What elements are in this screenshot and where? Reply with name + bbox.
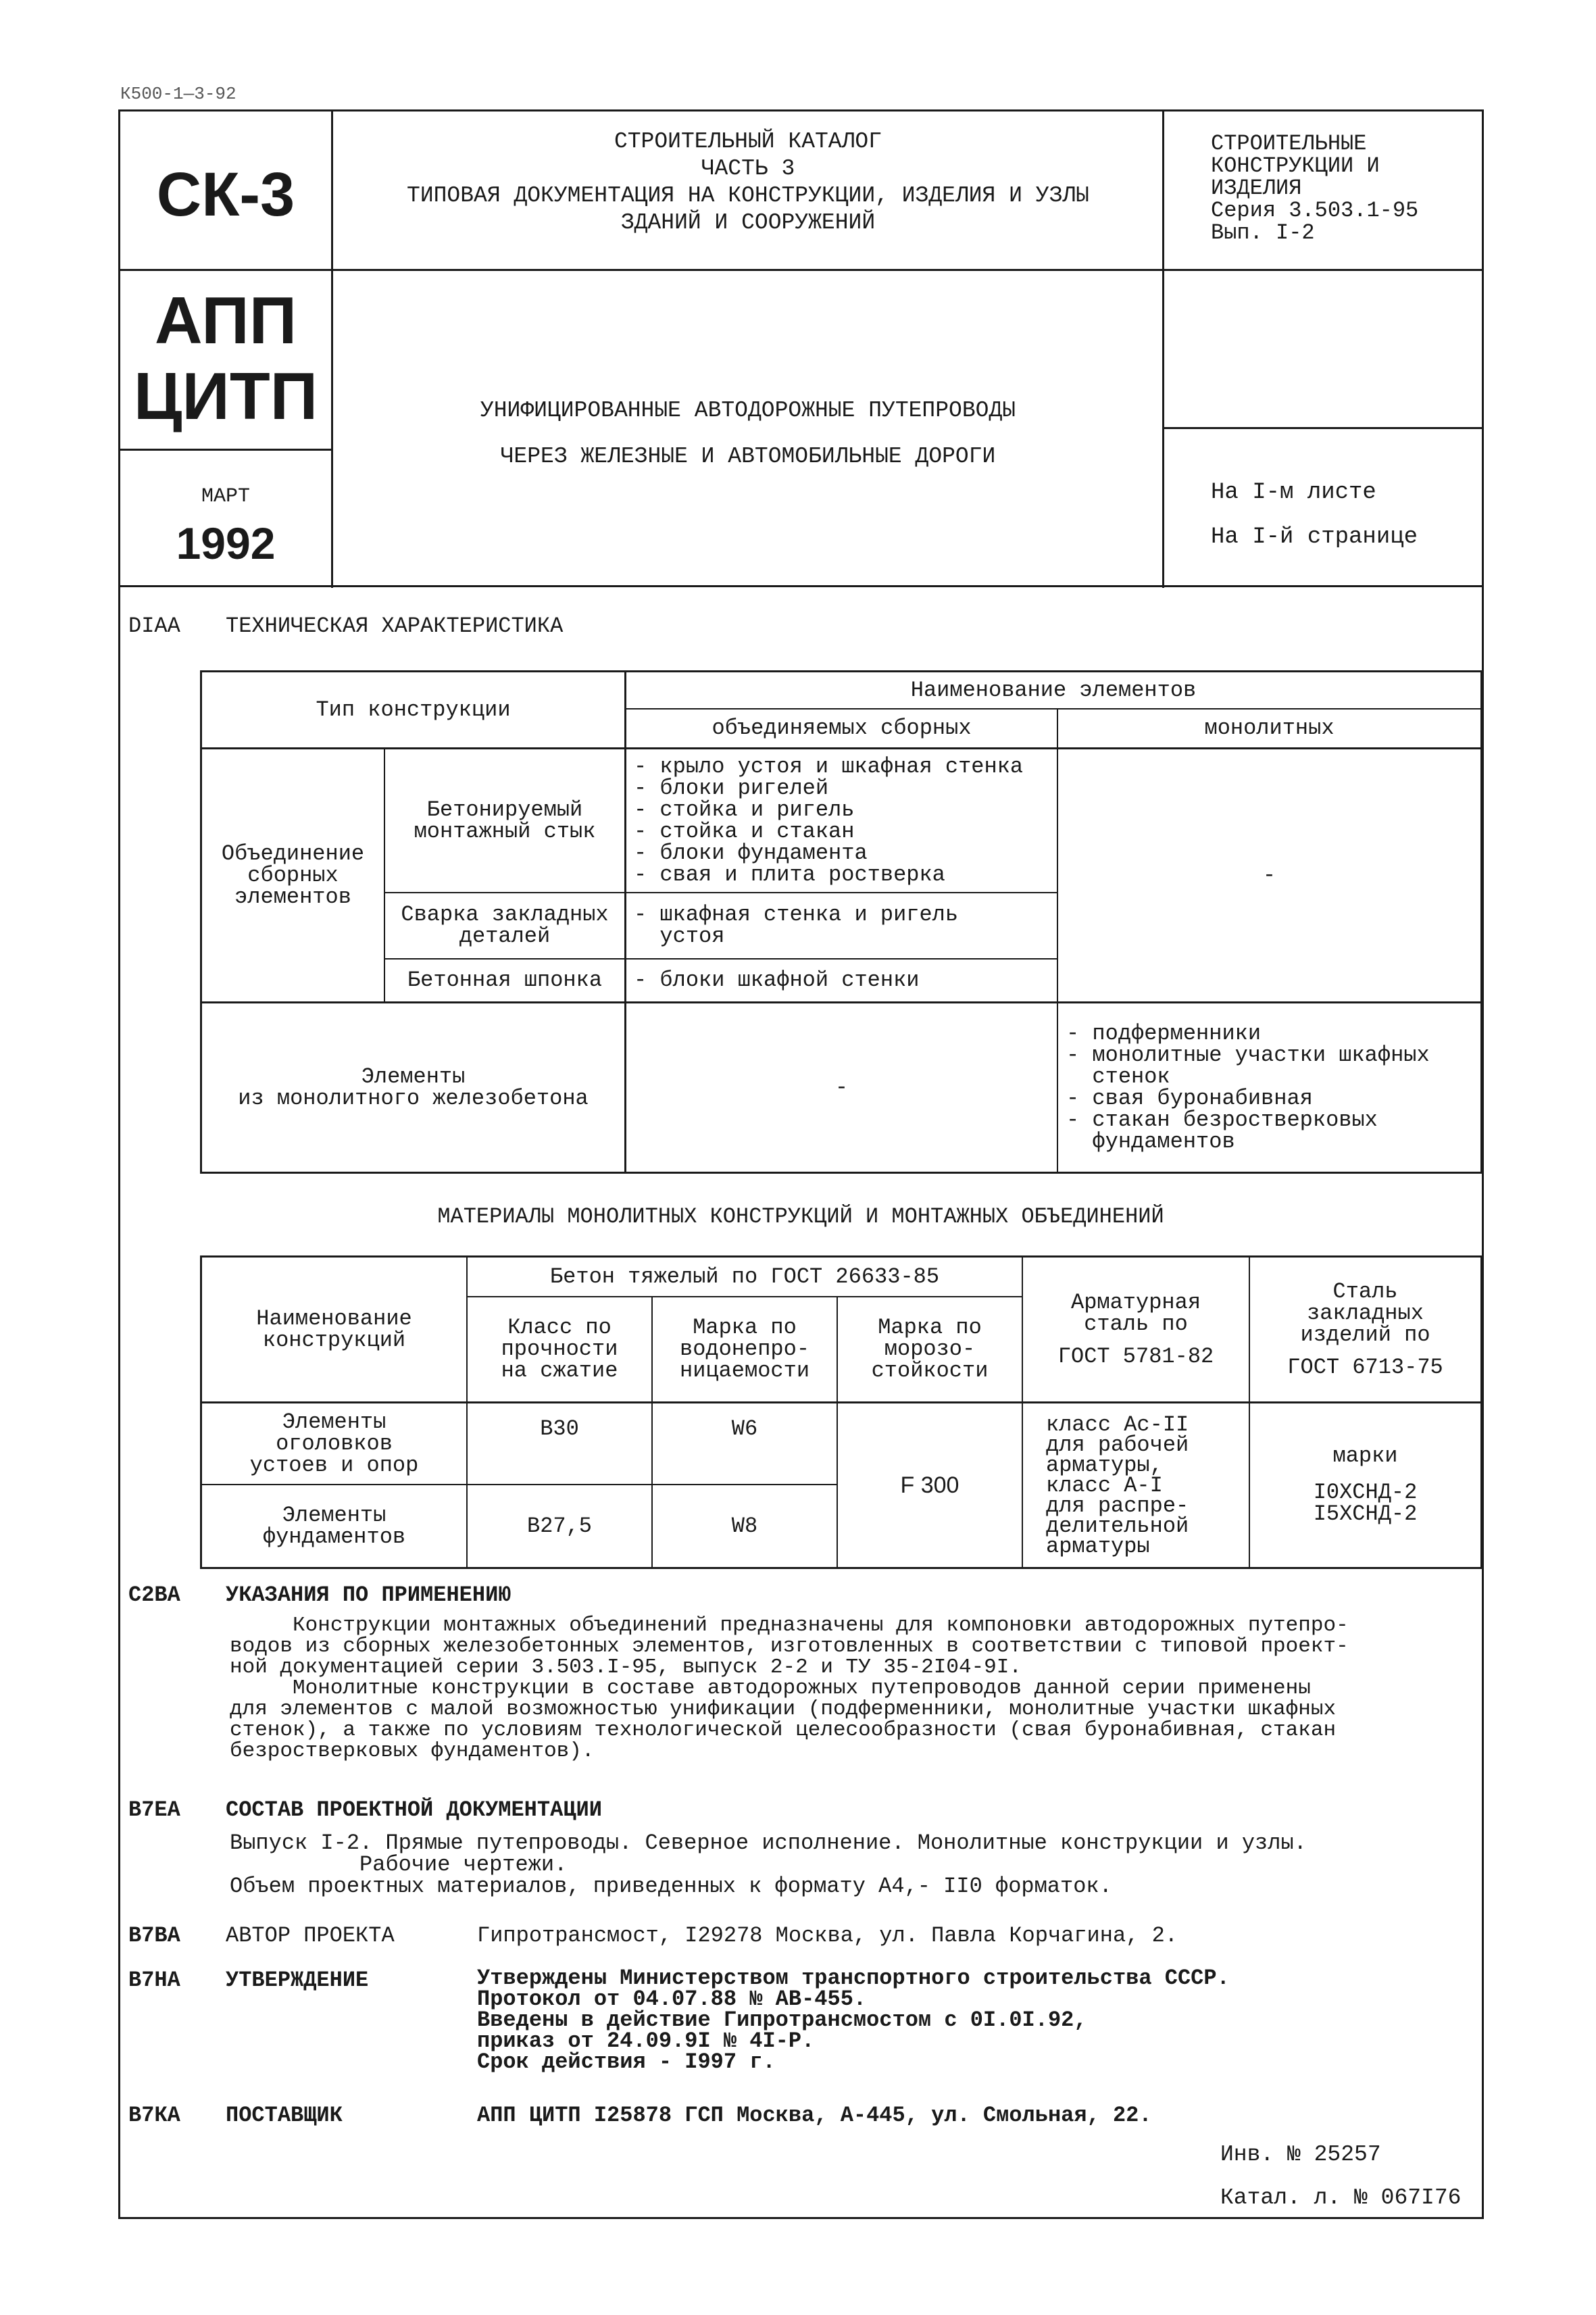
row-name-line: Элементы (282, 1409, 386, 1435)
row-name-line: деталей (459, 924, 551, 949)
group2-mono-items (1066, 1005, 1480, 1170)
dash: - (1262, 862, 1276, 888)
mat-row1-water (653, 1403, 837, 1484)
row-name-line: устоев и опор (249, 1452, 419, 1478)
series-line: ИЗДЕЛИЯ (1211, 176, 1302, 201)
frame-left (118, 585, 120, 2219)
col-header-type-text: Тип конструкции (316, 697, 511, 722)
sheet-line: На I-м листе (1211, 480, 1376, 505)
mat-col-frost (838, 1297, 1022, 1401)
header-line: Бетон тяжелый по ГОСТ 26633-85 (549, 1264, 940, 1289)
materials-title: МАТЕРИАЛЫ МОНОЛИТНЫХ КОНСТРУКЦИЙ И МОНТАЖНЫХ ОБЪЕДИНЕНИЙ (437, 1204, 1164, 1229)
product-title-line: УНИФИЦИРОВАННЫЕ АВТОДОРОЖНЫЕ ПУТЕПРОВОДЫ (480, 398, 1016, 423)
mat-col-concrete (468, 1258, 1022, 1296)
list-item: - стойка и ригель (634, 797, 855, 822)
mat-col-steel (1250, 1258, 1480, 1401)
group-prefab-joint (202, 749, 384, 1001)
value-line: для рабочей (1046, 1433, 1189, 1458)
mat-row1-name (202, 1403, 466, 1484)
row-welding (385, 893, 624, 958)
value-line: I5ХСНД-2 (1313, 1501, 1418, 1526)
row-name-line: Сварка закладных (401, 902, 609, 927)
text-line: Выпуск I-2. Прямые путепроводы. Северное исполнение. Монолитные конструкции и узлы. (230, 1831, 1307, 1856)
row-name-line: Бетонная шпонка (407, 968, 603, 993)
list-item: - крыло устоя и шкафная стенка (634, 754, 1024, 779)
group1-mono-dash (1058, 749, 1480, 1001)
header-line: конструкций (262, 1327, 406, 1353)
section-title-docs: СОСТАВ ПРОЕКТНОЙ ДОКУМЕНТАЦИИ (226, 1797, 602, 1822)
value: В27,5 (526, 1513, 592, 1539)
sheet-line: На I-й странице (1211, 524, 1418, 550)
section-title-usage: УКАЗАНИЯ ПО ПРИМЕНЕНИЮ (226, 1583, 512, 1608)
mat-row2-name (202, 1485, 466, 1567)
group2-prefab-dash (626, 1003, 1057, 1172)
citp-line: ЦИТП (133, 359, 318, 433)
section-title-approval: УТВЕРЖДЕНИЕ (226, 1968, 369, 1993)
header-line: на сжатие (501, 1358, 618, 1383)
catalog-title-line: ТИПОВАЯ ДОКУМЕНТАЦИЯ НА КОНСТРУКЦИИ, ИЗДЕЛИЯ И УЗЛЫ (407, 183, 1089, 208)
text-line: для элементов с малой возможностью унификации (подферменники, монолитные участки шкафных (230, 1697, 1337, 1721)
col-header-prefab (626, 710, 1057, 747)
header-line: ницаемости (679, 1358, 810, 1383)
mat-row2-class (468, 1485, 651, 1567)
text-line: водов из сборных железобетонных элементов, изготовленных в соответствии с типовой проект- (230, 1635, 1349, 1658)
mat-rebar-value (1046, 1405, 1247, 1566)
col-header-type (202, 672, 624, 747)
header-line: сталь по (1084, 1311, 1188, 1337)
list-item: стенок (1066, 1064, 1170, 1089)
inventory-number: Инв. № 25257 (1220, 2142, 1381, 2167)
section-code-docs: В7ЕА (128, 1797, 180, 1822)
mat-col-rebar (1023, 1258, 1249, 1401)
row-name-line: Бетонируемый (426, 797, 583, 822)
product-title-line: ЧЕРЕЗ ЖЕЛЕЗНЫЕ И АВТОМОБИЛЬНЫЕ ДОРОГИ (500, 444, 996, 469)
header-line: прочности (501, 1337, 618, 1362)
text-line: Введены в действие Гипротрансмостом с 0I.0I.92, (477, 2008, 1087, 2033)
section-code-tech: DIAA (128, 614, 180, 639)
col-header-names-text: Наименование элементов (910, 677, 1197, 703)
value: W6 (731, 1416, 758, 1441)
mat-col-class (468, 1297, 651, 1401)
text-line: Конструкции монтажных объединений предназначены для компоновки автодорожных путепро- (230, 1614, 1349, 1637)
value-line: класс Ас-II (1046, 1412, 1189, 1437)
header-line: изделий по (1300, 1322, 1430, 1347)
catalog-title-line: СТРОИТЕЛЬНЫЙ КАТАЛОГ (614, 129, 882, 154)
text-line: Монолитные конструкции в составе автодорожных путепроводов данной серии применены (230, 1676, 1311, 1700)
section-code-author: В7ВА (128, 1923, 180, 1948)
header-line: ГОСТ 6713-75 (1287, 1354, 1443, 1380)
product-title (334, 388, 1162, 480)
year-label: 1992 (176, 518, 276, 568)
section-code-approval: В7НА (128, 1968, 180, 1993)
value-line: арматуры (1046, 1534, 1150, 1559)
col-header-mono-text: монолитных (1204, 716, 1335, 741)
text-line: Утверждены Министерством транспортного строительства СССР. (477, 1966, 1230, 1991)
catalog-sheet-number: Катал. л. № 067I76 (1220, 2185, 1462, 2210)
list-item: - стакан безростверковых (1066, 1107, 1378, 1132)
list-item: - шкафная стенка и ригель (634, 902, 959, 927)
value-line: марки (1332, 1443, 1398, 1468)
app-label (120, 282, 331, 434)
text-line: безростверковых фундаментов). (230, 1739, 595, 1763)
header-line: стойкости (871, 1358, 989, 1383)
list-item: - подферменники (1066, 1021, 1262, 1046)
frame-bottom (118, 2217, 1484, 2219)
header-line: Марка по (878, 1315, 982, 1340)
value-line: I0ХСНД-2 (1313, 1480, 1418, 1505)
header-line: Арматурная (1070, 1289, 1201, 1315)
list-item: устоя (634, 924, 725, 949)
row-concreted-joint-items (634, 751, 1053, 891)
row-name-line: оголовков (276, 1430, 393, 1456)
group-line: Элементы (361, 1064, 466, 1089)
section-code-supplier: В7КА (128, 2103, 180, 2128)
dash: - (834, 1074, 849, 1100)
list-item: - блоки ригелей (634, 776, 829, 801)
value-line: делительной (1046, 1514, 1189, 1539)
catalog-title (334, 128, 1162, 237)
value: W8 (731, 1513, 758, 1539)
mat-frost-value (838, 1403, 1022, 1567)
series-line: Вып. I-2 (1211, 220, 1315, 245)
header-line: Наименование (256, 1305, 412, 1331)
list-item: - свая и плита ростверка (634, 862, 945, 887)
value-line: класс А-I (1046, 1473, 1163, 1498)
series-line: КОНСТРУКЦИИ И (1211, 153, 1380, 178)
section-title-author: АВТОР ПРОЕКТА (226, 1923, 395, 1948)
header-line: Марка по (693, 1315, 797, 1340)
header-line: водонепро- (679, 1337, 810, 1362)
month-label: МАРТ (201, 485, 250, 508)
list-item: - свая буронабивная (1066, 1086, 1313, 1111)
mat-col-water (653, 1297, 837, 1401)
group-monolithic (202, 1003, 624, 1172)
mat-row2-water (653, 1485, 837, 1567)
series-line: СТРОИТЕЛЬНЫЕ (1211, 131, 1367, 156)
value: F 300 (900, 1472, 959, 1498)
catalog-title-line: ЧАСТЬ 3 (701, 156, 795, 181)
app-line: АПП (154, 283, 297, 357)
row-name-line: фундаментов (262, 1524, 406, 1549)
author-text: Гипротрансмост, I29278 Москва, ул. Павла Корчагина, 2. (477, 1923, 1178, 1948)
text-line: приказ от 24.09.9I № 4I-Р. (477, 2028, 815, 2053)
group-line: элементов (234, 884, 351, 910)
row-key-items (634, 960, 1053, 1001)
list-item: - блоки шкафной стенки (634, 968, 920, 993)
header-line: закладных (1307, 1300, 1424, 1326)
list-item: фундаментов (1066, 1129, 1235, 1154)
usage-text (230, 1615, 1349, 1762)
series-line: Серия 3.503.1-95 (1211, 198, 1419, 223)
group-line: из монолитного железобетона (238, 1085, 589, 1111)
list-item: - монолитные участки шкафных (1066, 1043, 1430, 1068)
mat-row1-class (468, 1403, 651, 1484)
row-name-line: Элементы (282, 1502, 386, 1528)
row-welding-items (634, 893, 1053, 958)
section-title-supplier: ПОСТАВЩИК (226, 2103, 343, 2128)
mat-col-name (202, 1258, 466, 1401)
section-code-usage: С2ВА (128, 1583, 180, 1608)
group-line: сборных (247, 862, 339, 888)
sheet-info (1211, 470, 1418, 559)
row-key (385, 960, 624, 1001)
text-line: стенок), а также по условиям технологической целесообразности (свая буронабивная, стакан (230, 1718, 1337, 1742)
docs-text (230, 1833, 1307, 1897)
mat-steel-value (1250, 1403, 1480, 1567)
section-title-tech: ТЕХНИЧЕСКАЯ ХАРАКТЕРИСТИКА (226, 614, 564, 639)
catalog-title-line: ЗДАНИЙ И СООРУЖЕНИЙ (620, 210, 876, 235)
approval-text (477, 1968, 1230, 2072)
value-line: для распре- (1046, 1493, 1189, 1518)
text-line: ной документацией серии 3.503.I-95, выпуск 2-2 и ТУ 35-2I04-9I. (230, 1656, 1022, 1679)
row-concreted-joint (385, 749, 624, 892)
header-line: ГОСТ 5781-82 (1057, 1343, 1214, 1369)
sk-label: СК-3 (156, 160, 295, 229)
list-item: - стойка и стакан (634, 819, 855, 844)
list-item: - блоки фундамента (634, 841, 868, 866)
document-code: К500-1—3-92 (120, 84, 236, 104)
text-line: Рабочие чертежи. (230, 1852, 568, 1877)
supplier-text: АПП ЦИТП I25878 ГСП Москва, А-445, ул. Смольная, 22. (477, 2103, 1152, 2128)
col-header-mono (1058, 710, 1480, 747)
header-line: морозо- (884, 1337, 976, 1362)
value: В30 (540, 1416, 579, 1441)
row-name-line: монтажный стык (414, 818, 596, 844)
header-line: Сталь (1332, 1278, 1398, 1304)
text-line: Протокол от 04.07.88 № АВ-455. (477, 1987, 867, 2012)
text-line: Срок действия - I997 г. (477, 2049, 776, 2074)
col-header-names (626, 672, 1480, 708)
group-line: Объединение (221, 841, 365, 866)
value-line: арматуры, (1046, 1453, 1163, 1478)
series-info (1211, 132, 1418, 244)
text-line: Объем проектных материалов, приведенных к формату А4,- II0 форматок. (230, 1874, 1112, 1899)
col-header-prefab-text: объединяемых сборных (712, 716, 972, 741)
header-line: Класс по (507, 1315, 612, 1340)
